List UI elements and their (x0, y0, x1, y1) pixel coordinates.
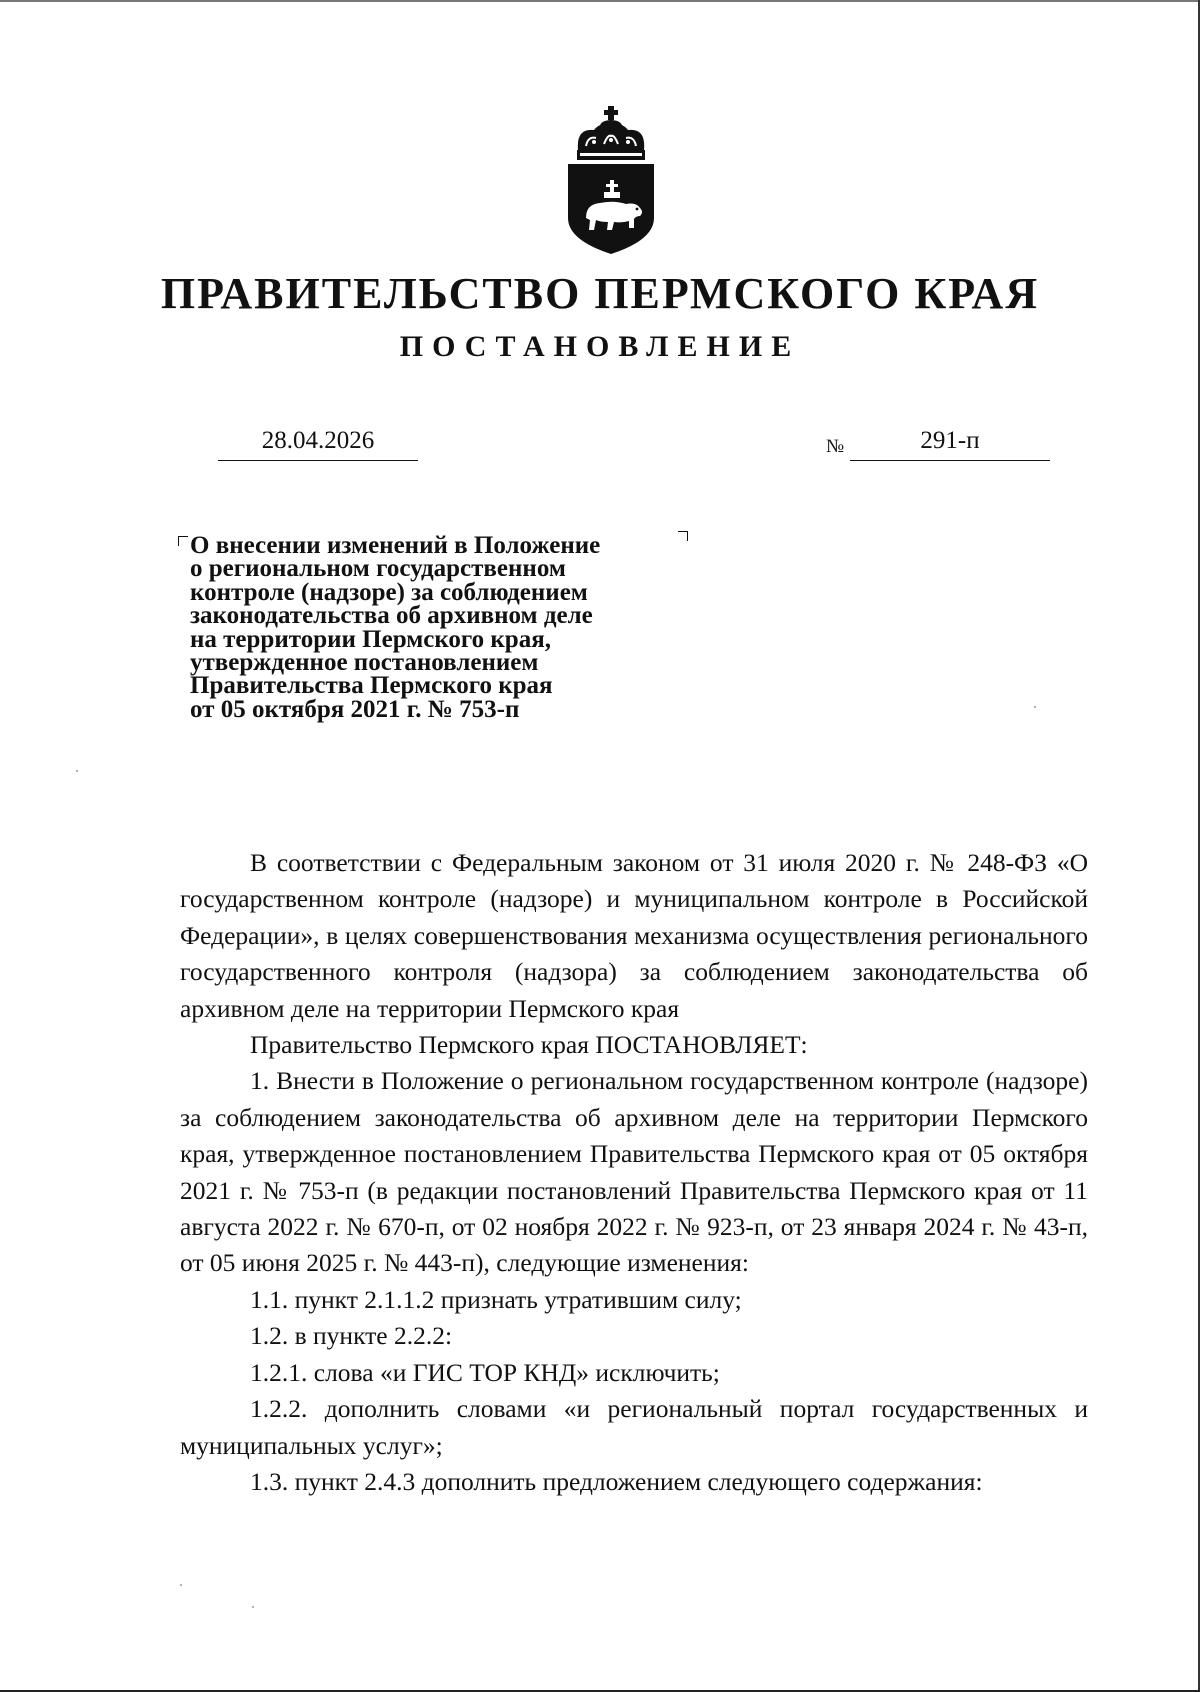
organization-title: ПРАВИТЕЛЬСТВО ПЕРМСКОГО КРАЯ (160, 269, 1040, 318)
scan-edge-top (0, 0, 1200, 2)
body-paragraph-preamble: В соответствии с Федеральным законом от 31 июля 2020 г. № 248-ФЗ «О государственном контроле (надзоре) и муниципальном контроле в Российской Федерации», в целях совершенствования механизма осуществления регионального государственного контроля (надзора) за соблюдением законодательства об архивном деле на территории Пермского края (180, 848, 1088, 1023)
subject-line: от 05 октября 2021 г. № 753-п (190, 695, 520, 723)
body-paragraph-item-1: 1. Внести в Положение о региональном государственном контроле (надзоре) за соблюдением законодательства об архивном деле на территории Пермского края, утвержденное постановлением Правительства Пермского края от 05 октября 2021 г. № 753-п (в редакции постановлений Правительства Пермского края от 11 августа 2022 г. № 670-п, от 02 ноября 2022 г. № 923-п, от 23 января 2024 г. № 43-п, от 05 июня 2025 г. № 443-п), следующие изменения: (180, 1066, 1088, 1278)
number-sign: № (826, 436, 845, 457)
scan-speck (180, 1584, 182, 1586)
subject-line: контроле (надзоре) за соблюдением (190, 578, 588, 606)
document-body (180, 845, 1088, 1500)
document-date: 28.04.2026 (218, 424, 418, 461)
body-paragraph-item-1-2-1: 1.2.1. слова «и ГИС ТОР КНД» исключить; (250, 1357, 720, 1387)
subject-line: на территории Пермского края, (190, 625, 551, 653)
document-number: 291-п (850, 424, 1050, 461)
subject-line: законодательства об архивном деле (190, 602, 593, 630)
subject-corner-mark-right (678, 531, 688, 541)
coat-of-arms-icon (564, 106, 658, 256)
body-paragraph-resolves: Правительство Пермского края ПОСТАНОВЛЯЕТ: (250, 1030, 808, 1060)
document-type-heading: ПОСТАНОВЛЕНИЕ (399, 330, 801, 363)
subject-line: утвержденное постановлением (190, 649, 539, 677)
subject-line: Правительства Пермского края (190, 672, 553, 700)
document-subject (190, 534, 670, 721)
body-paragraph-item-1-2-2: 1.2.2. дополнить словами «и региональный портал государственных и муниципальных услуг»; (180, 1394, 1088, 1460)
subject-line: О внесении изменений в Положение (190, 532, 601, 559)
subject-line: о региональном государственном (190, 555, 566, 583)
scan-speck (1034, 706, 1036, 708)
body-paragraph-item-1-1: 1.1. пункт 2.1.1.2 признать утратившим силу; (250, 1284, 742, 1314)
body-paragraph-item-1-2: 1.2. в пункте 2.2.2: (250, 1321, 453, 1351)
subject-corner-mark-left (178, 536, 188, 546)
scan-speck (76, 770, 78, 772)
body-paragraph-item-1-3: 1.3. пункт 2.4.3 дополнить предложением следующего содержания: (250, 1466, 983, 1496)
scan-speck (252, 1606, 254, 1608)
